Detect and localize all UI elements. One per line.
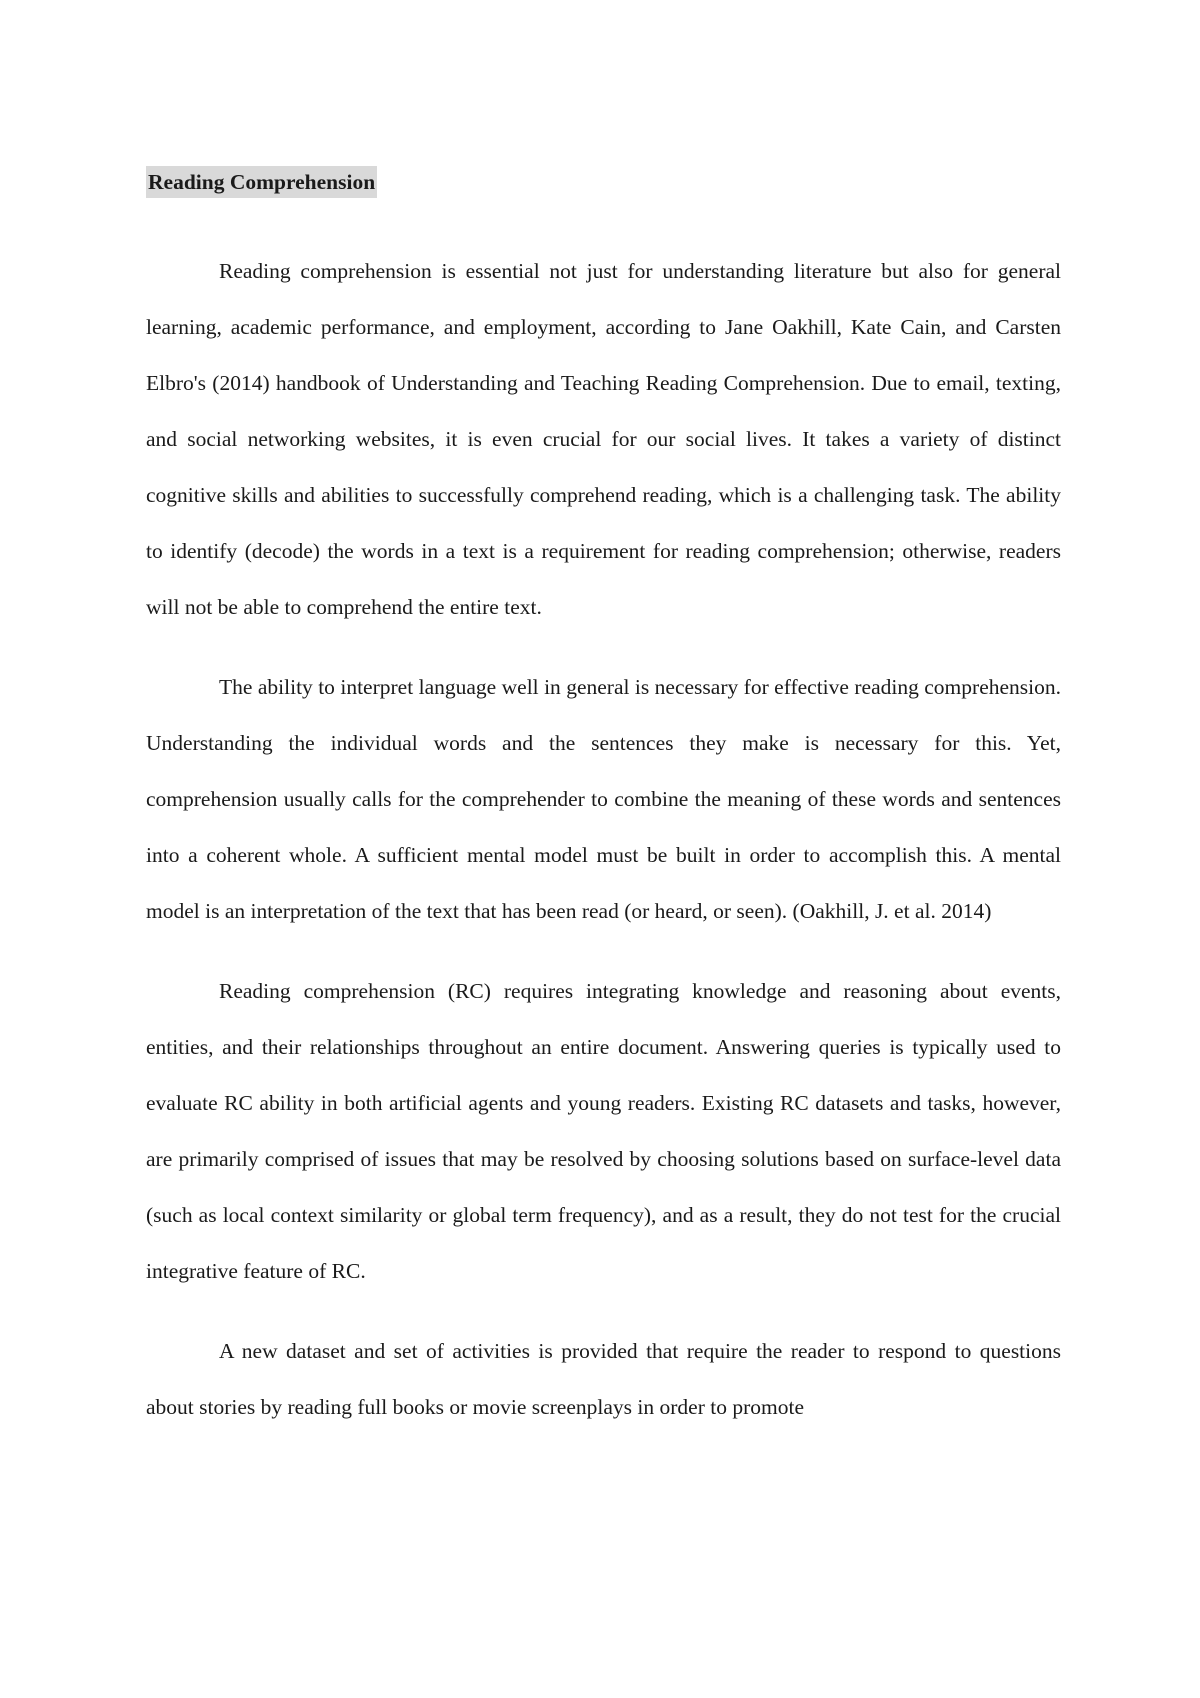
paragraph-3: Reading comprehension (RC) requires integrating knowledge and reasoning about events, entities, and their relationships throughout an entire document. Answering queries is typically used to evaluate RC ability in both artificial agents and young readers. Existing RC datasets and tasks, however, are primarily comprised of issues that may be resolved by choosing solutions based on surface-level data (such as local context similarity or global term frequency), and as a result, they do not test for the crucial integrative feature of RC.: [146, 979, 1061, 1283]
document-heading: Reading Comprehension: [146, 166, 377, 198]
document-body: [146, 166, 1061, 1459]
paragraph-2: The ability to interpret language well in general is necessary for effective reading comprehension. Understanding the individual words and the sentences they make is necessary for this. Yet, comprehension usually calls for the comprehender to combine the meaning of these words and sentences into a coherent whole. A sufficient mental model must be built in order to accomplish this. A mental model is an interpretation of the text that has been read (or heard, or seen). (Oakhill, J. et al. 2014): [146, 675, 1061, 923]
paragraph-4: A new dataset and set of activities is provided that require the reader to respond to questions about stories by reading full books or movie screenplays in order to promote: [146, 1339, 1061, 1419]
paragraph-1: Reading comprehension is essential not just for understanding literature but also for general learning, academic performance, and employment, according to Jane Oakhill, Kate Cain, and Carsten Elbro's (2014) handbook of Understanding and Teaching Reading Comprehension. Due to email, texting, and social networking websites, it is even crucial for our social lives. It takes a variety of distinct cognitive skills and abilities to successfully comprehend reading, which is a challenging task. The ability to identify (decode) the words in a text is a requirement for reading comprehension; otherwise, readers will not be able to comprehend the entire text.: [146, 259, 1061, 619]
